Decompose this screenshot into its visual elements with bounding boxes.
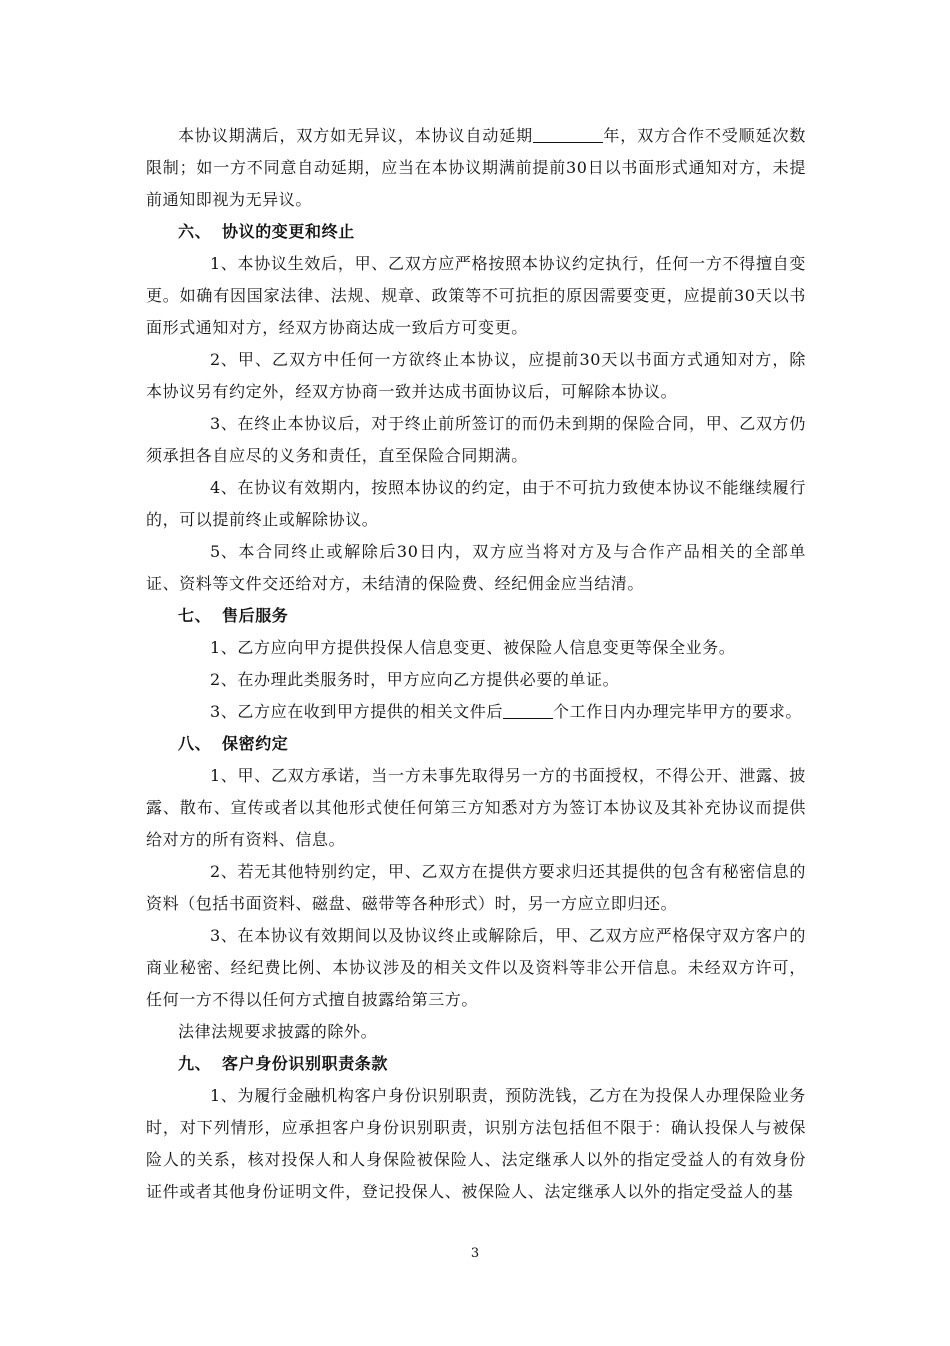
section-title: 协议的变更和终止 bbox=[222, 222, 355, 241]
clause-6-2 bbox=[146, 344, 806, 408]
clause-number: 3、 bbox=[210, 414, 238, 433]
clause-6-4 bbox=[146, 472, 806, 536]
clause-text: 甲、乙双方承诺，当一方未事先取得另一方的书面授权，不得公开、泄露、披露、散布、宣传或者以其他形式使任何第三方知悉对方为签订本协议及其补充协议而提供给对方的所有资料、信息。 bbox=[146, 766, 806, 849]
paragraph-text: 年，双方合作不受顺延次数限制；如一方不同意自动延期，应当在本协议期满前提前30日以书面形式通知对方，未提前通知即视为无异议。 bbox=[146, 126, 806, 209]
clause-number: 1、 bbox=[210, 1086, 238, 1105]
clause-8-1 bbox=[146, 760, 806, 856]
auto-extension-paragraph bbox=[146, 120, 806, 216]
clause-7-2 bbox=[146, 664, 806, 696]
clause-6-3 bbox=[146, 408, 806, 472]
clause-text: 若无其他特别约定，甲、乙双方在提供方要求归还其提供的包含有秘密信息的资料（包括书面资料、磁盘、磁带等各种形式）时，另一方应立即归还。 bbox=[146, 862, 806, 913]
clause-number: 2、 bbox=[210, 350, 238, 369]
section-7-heading bbox=[178, 600, 288, 632]
clause-text: 本合同终止或解除后30日内，双方应当将对方及与合作产品相关的全部单证、资料等文件交还给对方，未结清的保险费、经纪佣金应当结清。 bbox=[146, 542, 806, 593]
confidentiality-note bbox=[146, 1016, 806, 1048]
clause-9-1 bbox=[146, 1080, 806, 1208]
paragraph-text: 本协议期满后，双方如无异议，本协议自动延期 bbox=[178, 126, 534, 145]
clause-text: 在终止本协议后，对于终止前所签订的而仍未到期的保险合同，甲、乙双方仍须承担各自应尽的义务和责任，直至保险合同期满。 bbox=[146, 414, 806, 465]
clause-text: 甲、乙双方中任何一方欲终止本协议，应提前30天以书面方式通知对方，除本协议另有约定外，经双方协商一致并达成书面协议后，可解除本协议。 bbox=[146, 350, 806, 401]
clause-8-2 bbox=[146, 856, 806, 920]
page-number: 3 bbox=[470, 1246, 480, 1261]
clause-number: 1、 bbox=[210, 638, 238, 657]
clause-8-3 bbox=[146, 920, 806, 1016]
clause-number: 2、 bbox=[210, 862, 238, 881]
section-title: 客户身份识别职责条款 bbox=[222, 1054, 389, 1073]
clause-text: 在本协议有效期间以及协议终止或解除后，甲、乙双方应严格保守双方客户的商业秘密、经纪费比例、本协议涉及的相关文件以及资料等非公开信息。未经双方许可，任何一方不得以任何方式擅自披露给第三方。 bbox=[146, 926, 806, 1009]
clause-number: 4、 bbox=[210, 478, 238, 497]
blank-field bbox=[533, 126, 603, 143]
clause-6-1 bbox=[146, 248, 806, 344]
clause-7-1 bbox=[146, 632, 806, 664]
section-number: 九、 bbox=[178, 1054, 212, 1073]
note-text: 法律法规要求披露的除外。 bbox=[178, 1022, 378, 1041]
clause-text: 在办理此类服务时，甲方应向乙方提供必要的单证。 bbox=[237, 670, 620, 689]
clause-text: 本协议生效后，甲、乙双方应严格按照本协议约定执行，任何一方不得擅自变更。如确有因国家法律、法规、规章、政策等不可抗拒的原因需要变更，应提前30天以书面形式通知对方，经双方协商达成一致后方可变更。 bbox=[146, 254, 806, 337]
clause-6-5 bbox=[146, 536, 806, 600]
section-9-heading bbox=[178, 1048, 388, 1080]
section-title: 售后服务 bbox=[222, 606, 289, 625]
clause-text: 乙方应向甲方提供投保人信息变更、被保险人信息变更等保全业务。 bbox=[237, 638, 736, 657]
blank-field bbox=[503, 702, 553, 719]
clause-7-3 bbox=[146, 696, 806, 728]
clause-text: 为履行金融机构客户身份识别职责，预防洗钱，乙方在为投保人办理保险业务时，对下列情形，应承担客户身份识别职责，识别方法包括但不限于：确认投保人与被保险人的关系，核对投保人和人身保险被保险人、法定继承人以外的指定受益人的有效身份证件或者其他身份证明文件，登记投保人、被保险人、法定继承人以外的指定受益人的基 bbox=[146, 1086, 806, 1201]
section-number: 七、 bbox=[178, 606, 212, 625]
clause-number: 5、 bbox=[210, 542, 238, 561]
clause-number: 1、 bbox=[210, 766, 238, 785]
section-number: 八、 bbox=[178, 734, 212, 753]
section-number: 六、 bbox=[178, 222, 212, 241]
section-title: 保密约定 bbox=[222, 734, 289, 753]
clause-text: 个工作日内办理完毕甲方的要求。 bbox=[553, 702, 803, 721]
clause-text: 在协议有效期内，按照本协议的约定，由于不可抗力致使本协议不能继续履行的，可以提前终止或解除协议。 bbox=[146, 478, 806, 529]
clause-number: 3、 bbox=[210, 702, 238, 721]
section-8-heading bbox=[178, 728, 288, 760]
clause-number: 2、 bbox=[210, 670, 238, 689]
clause-text: 乙方应在收到甲方提供的相关文件后 bbox=[237, 702, 503, 721]
section-6-heading bbox=[178, 216, 355, 248]
clause-number: 3、 bbox=[210, 926, 238, 945]
clause-number: 1、 bbox=[210, 254, 238, 273]
